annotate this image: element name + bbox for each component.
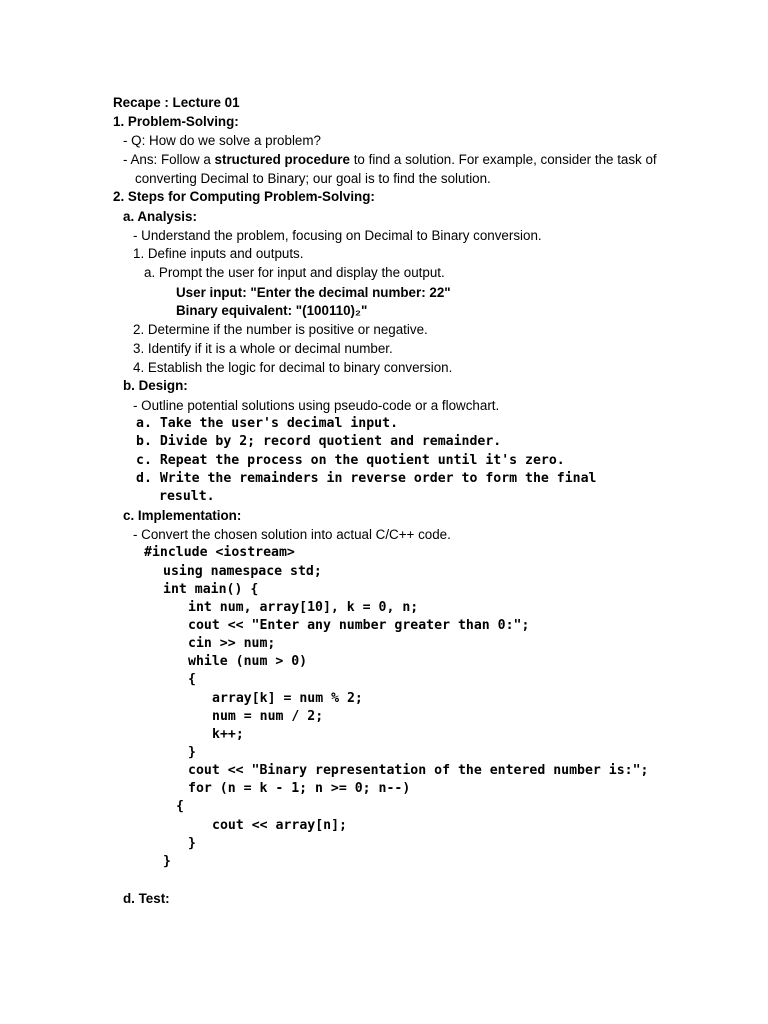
analysis-item-1: 1. Define inputs and outputs. [133, 246, 304, 261]
implementation-desc: - Convert the chosen solution into actual C/C++ code. [133, 527, 451, 542]
analysis-item-1a: a. Prompt the user for input and display the output. [144, 265, 445, 280]
code-line: } [163, 854, 171, 869]
analysis-desc: - Understand the problem, focusing on Decimal to Binary conversion. [133, 228, 542, 243]
section-1-question: - Q: How do we solve a problem? [123, 133, 321, 148]
design-step: b. Divide by 2; record quotient and remainder. [136, 434, 502, 449]
doc-title: Recape : Lecture 01 [113, 95, 240, 110]
code-line: #include <iostream> [144, 545, 295, 560]
code-line: } [188, 745, 196, 760]
design-desc: - Outline potential solutions using pseudo-code or a flowchart. [133, 398, 500, 413]
analysis-item-4: 4. Establish the logic for decimal to binary conversion. [133, 360, 453, 375]
section-2-heading: 2. Steps for Computing Problem-Solving: [113, 189, 375, 204]
answer-suffix: to find a solution. For example, consider the task of [349, 152, 657, 167]
binary-equivalent-example: Binary equivalent: "(100110)₂" [176, 303, 368, 318]
code-line: } [188, 836, 196, 851]
analysis-item-3: 3. Identify if it is a whole or decimal number. [133, 341, 393, 356]
code-line: array[k] = num % 2; [212, 691, 363, 706]
code-line: { [176, 799, 184, 814]
section-1-answer [123, 152, 657, 168]
code-line: cin >> num; [188, 636, 276, 651]
implementation-heading: c. Implementation: [123, 508, 242, 523]
section-1-heading: 1. Problem-Solving: [113, 114, 239, 129]
code-line: using namespace std; [163, 564, 322, 579]
code-line: int main() { [163, 582, 259, 597]
code-line: for (n = k - 1; n >= 0; n--) [188, 781, 411, 796]
section-1-answer-continued: converting Decimal to Binary; our goal is to find the solution. [135, 171, 491, 186]
code-line: k++; [212, 727, 244, 742]
code-line: cout << "Binary representation of the entered number is:"; [188, 763, 649, 778]
analysis-heading: a. Analysis: [123, 209, 197, 224]
code-line: cout << "Enter any number greater than 0:"; [188, 618, 530, 633]
code-line: cout << array[n]; [212, 818, 347, 833]
analysis-item-2: 2. Determine if the number is positive or negative. [133, 322, 428, 337]
code-line: int num, array[10], k = 0, n; [188, 600, 419, 615]
code-line: num = num / 2; [212, 709, 324, 724]
design-step-continued: result. [159, 489, 215, 504]
answer-prefix: - Ans: Follow a [123, 152, 215, 167]
code-line: while (num > 0) [188, 654, 308, 669]
answer-emphasis: structured procedure [214, 152, 350, 167]
design-step: d. Write the remainders in reverse order to form the final [136, 471, 597, 486]
design-step: c. Repeat the process on the quotient until it's zero. [136, 453, 565, 468]
design-step: a. Take the user's decimal input. [136, 416, 399, 431]
code-line: { [188, 672, 196, 687]
test-heading: d. Test: [123, 891, 170, 906]
user-input-example: User input: "Enter the decimal number: 22" [176, 285, 451, 300]
design-heading: b. Design: [123, 378, 188, 393]
